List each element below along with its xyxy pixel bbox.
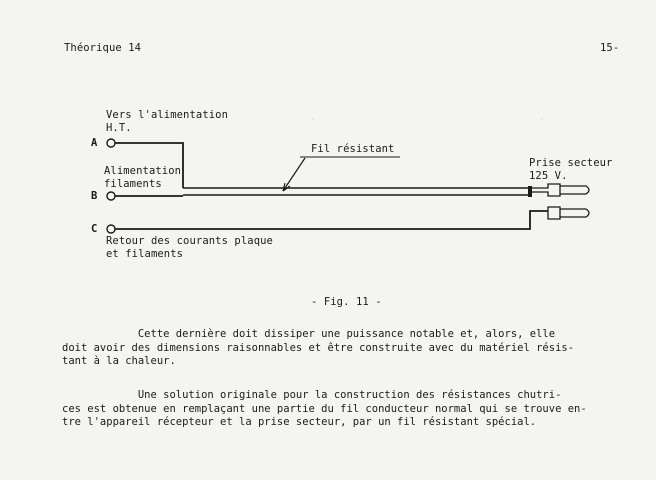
page-number: 15- (600, 42, 620, 54)
bleed-through-text: . . (310, 112, 545, 123)
label-vers-alimentation: Vers l'alimentation H.T. (106, 109, 229, 134)
terminal-b-circle (107, 192, 115, 200)
label-prise-secteur: Prise secteur 125 V. (529, 157, 613, 182)
terminal-c-circle (107, 225, 115, 233)
label-fil-resistant: Fil résistant (311, 143, 395, 155)
terminal-a-label: A (91, 137, 98, 149)
fil-resistant-leader (283, 158, 305, 191)
plug-top (532, 184, 560, 196)
header-left: Théorique 14 (64, 42, 142, 54)
body-paragraph-1: Cette dernière doit dissiper une puissance notable et, alors, elle doit avoir des dimensions raisonnables et être construite avec du matériel résis- tant à la chaleur. (62, 328, 575, 367)
figure-caption: - Fig. 11 - (311, 296, 382, 308)
label-retour-courants: Retour des courants plaque et filaments (106, 235, 273, 260)
wire-c (115, 211, 548, 229)
terminal-b-label: B (91, 190, 98, 202)
body-paragraph-2: Une solution originale pour la construction des résistances chutri- ces est obtenue en remplaçant une partie du fil conducteur normal qui se trouve en- tre l'appareil récepteur et la prise secteur, par un fil résistant spécial. (62, 389, 587, 428)
terminal-a-circle (107, 139, 115, 147)
terminal-c-label: C (91, 223, 98, 235)
label-alimentation-filaments: Alimentation filaments (104, 165, 182, 190)
plug-bottom (548, 207, 560, 219)
